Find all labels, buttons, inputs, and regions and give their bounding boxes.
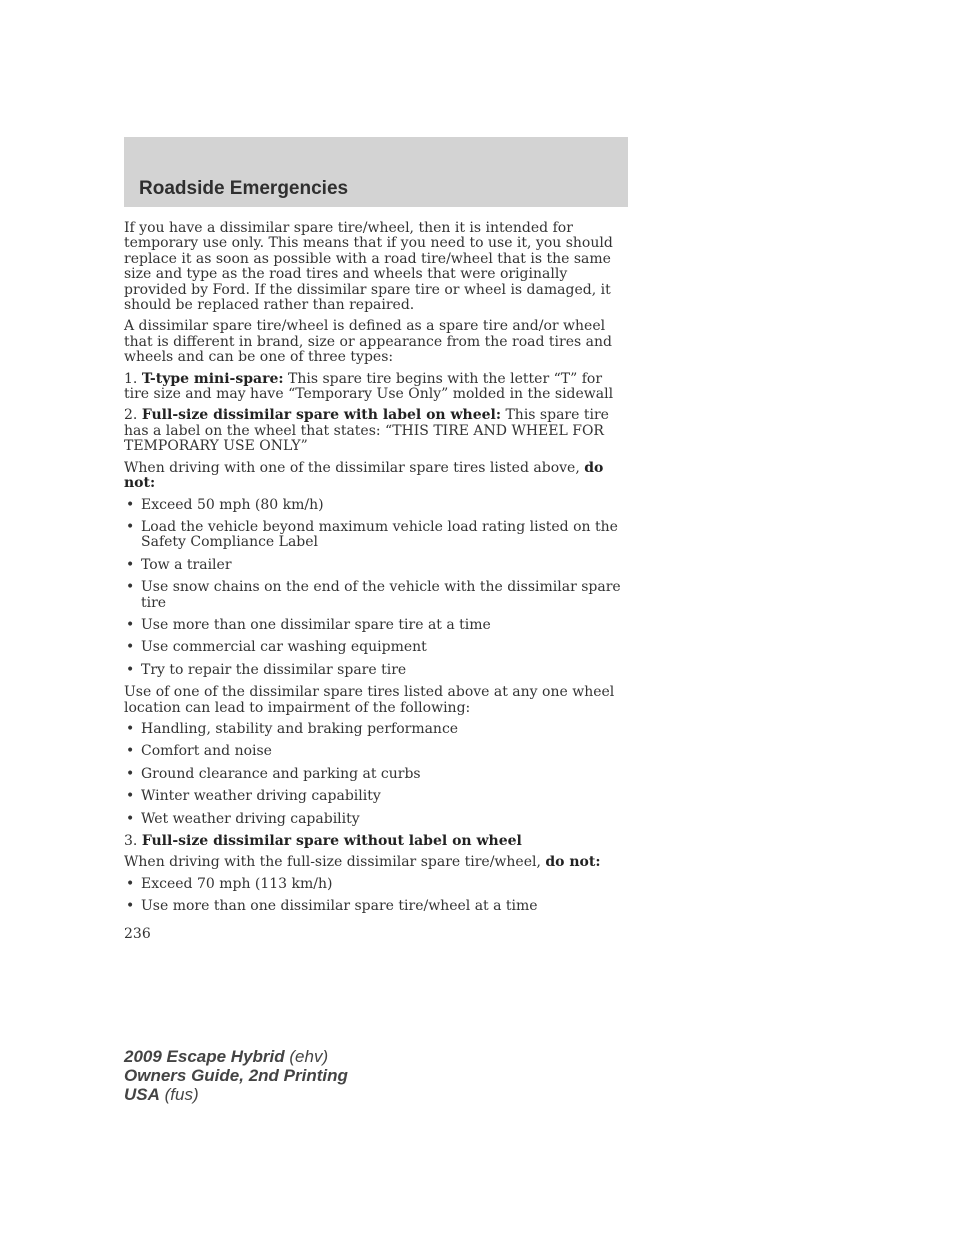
page-number: 236 bbox=[124, 926, 151, 942]
list-item: • Comfort and noise bbox=[124, 744, 624, 759]
footer-model-code: (ehv) bbox=[284, 1047, 329, 1066]
footer-line-2 bbox=[124, 1066, 348, 1085]
page-content bbox=[124, 221, 624, 922]
list-item: • Ground clearance and parking at curbs bbox=[124, 767, 624, 782]
type-3-number: 3. bbox=[124, 833, 138, 849]
list-item: • Winter weather driving capability bbox=[124, 789, 624, 804]
restriction-list-2 bbox=[124, 877, 624, 915]
list-item: • Handling, stability and braking performance bbox=[124, 722, 624, 737]
list-item: • Tow a trailer bbox=[124, 558, 624, 573]
footer-model: 2009 Escape Hybrid bbox=[124, 1047, 285, 1066]
list-item: • Exceed 50 mph (80 km/h) bbox=[124, 498, 624, 513]
type-2-heading: Full-size dissimilar spare with label on wheel: bbox=[141, 407, 502, 424]
do-not-intro-1-text: When driving with one of the dissimilar spare tires listed above, bbox=[124, 459, 585, 476]
type-1-text: This spare tire begins with the letter “T” for tire size and may have “Temporary Use Only” molded in the sidewall bbox=[124, 370, 614, 403]
footer-line-1 bbox=[124, 1047, 348, 1066]
restriction-list-1 bbox=[124, 498, 624, 679]
do-not-intro-2 bbox=[124, 855, 624, 870]
impairment-list bbox=[124, 722, 624, 827]
footer-line-3 bbox=[124, 1085, 348, 1104]
do-not-intro-1 bbox=[124, 461, 624, 492]
list-item: • Load the vehicle beyond maximum vehicle load rating listed on the Safety Compliance Label bbox=[124, 520, 624, 551]
list-item: • Try to repair the dissimilar spare tire bbox=[124, 663, 624, 678]
footer-market-code: (fus) bbox=[159, 1085, 199, 1104]
do-not-intro-2-text: When driving with the full-size dissimilar spare tire/wheel, bbox=[124, 854, 546, 871]
section-header bbox=[124, 137, 628, 207]
type-3-paragraph bbox=[124, 834, 624, 849]
type-1-number: 1. bbox=[124, 370, 138, 387]
type-2-number: 2. bbox=[124, 407, 138, 424]
type-3-heading: Full-size dissimilar spare without label on wheel bbox=[141, 833, 522, 849]
footer-market: USA bbox=[124, 1085, 160, 1104]
list-item: • Use commercial car washing equipment bbox=[124, 640, 624, 655]
type-1-heading: T-type mini-spare: bbox=[141, 370, 284, 387]
list-item: • Wet weather driving capability bbox=[124, 812, 624, 827]
list-item: • Use snow chains on the end of the vehicle with the dissimilar spare tire bbox=[124, 580, 624, 611]
intro-paragraph-2: A dissimilar spare tire/wheel is defined as a spare tire and/or wheel that is different in brand, size or appearance from the road tires and wheels and can be one of three types: bbox=[124, 318, 612, 366]
type-2-paragraph bbox=[124, 408, 624, 454]
do-not-intro-2-bold: do not: bbox=[545, 854, 601, 871]
footer-edition: Owners Guide, 2nd Printing bbox=[124, 1066, 348, 1085]
list-item: • Exceed 70 mph (113 km/h) bbox=[124, 877, 624, 892]
impairment-intro: Use of one of the dissimilar spare tires listed above at any one wheel location can lead to impairment of the following: bbox=[124, 684, 615, 716]
list-item: • Use more than one dissimilar spare tire/wheel at a time bbox=[124, 899, 624, 914]
list-item: • Use more than one dissimilar spare tire at a time bbox=[124, 618, 624, 633]
do-not-intro-1-bold: do not: bbox=[124, 459, 604, 492]
type-1-paragraph bbox=[124, 372, 624, 403]
document-footer bbox=[124, 1047, 348, 1104]
intro-paragraph-1: If you have a dissimilar spare tire/wheel, then it is intended for temporary use only. This means that if you need to use it, you should replace it as soon as possible with a road tire/wheel that is the same size and type as the road tires and wheels that were originally provided by Ford. If the dissimilar spare tire or wheel is damaged, it should be replaced rather than repaired. bbox=[124, 220, 613, 314]
section-title: Roadside Emergencies bbox=[139, 178, 349, 199]
type-2-text: This spare tire has a label on the wheel that states: “THIS TIRE AND WHEEL FOR TEMPORARY USE ONLY” bbox=[124, 407, 609, 455]
